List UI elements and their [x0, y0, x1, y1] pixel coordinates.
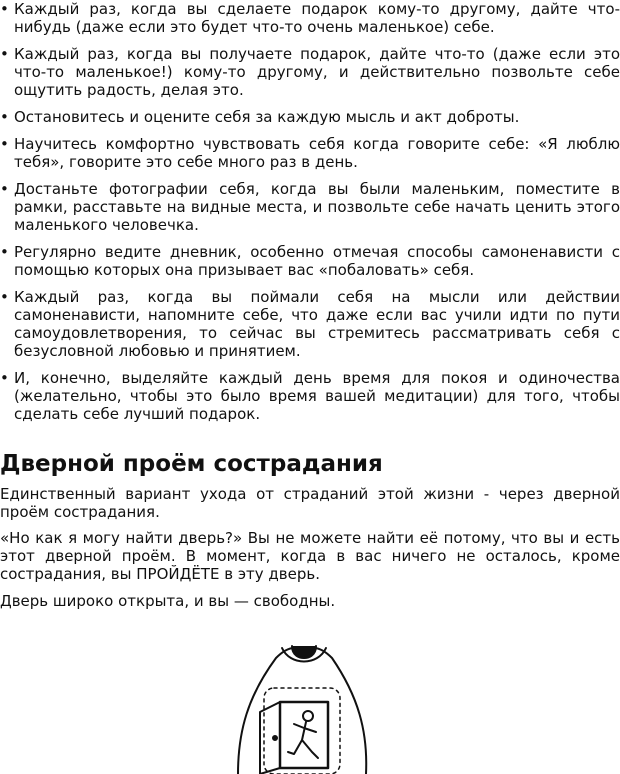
- head: [292, 646, 316, 658]
- paragraph: Единственный вариант ухода от страданий этой жизни - через дверной проём сострадания.: [0, 485, 620, 522]
- list-item: • Остановитесь и оцените себя за каждую мысль и акт доброты.: [0, 108, 620, 126]
- list-item: • И, конечно, выделяйте каждый день время для покоя и одиночества (желательно, чтобы это было время вашей медитации) для того, чтобы сделать себе лучший подарок.: [0, 369, 620, 424]
- section-heading: Дверной проём сострадания: [0, 451, 383, 477]
- list-item: • Достаньте фотографии себя, когда вы были маленьким, поместите в рамки, расставьте на видные места, и позвольте себе начать ценить этого маленького человечка.: [0, 180, 620, 235]
- paragraph: Дверь широко открыта, и вы — свободны.: [0, 592, 336, 610]
- list-item: • Каждый раз, когда вы сделаете подарок кому-то другому, дайте что-нибудь (даже если это будет что-то очень маленькое) себе.: [0, 0, 620, 36]
- figure-head: [303, 711, 313, 721]
- door-knob: [273, 736, 277, 740]
- list-item: • Научитесь комфортно чувствовать себя когда говорите себе: «Я люблю тебя», говорите это себе много раз в день.: [0, 135, 620, 171]
- list-item: • Регулярно ведите дневник, особенно отмечая способы самоненависти с помощью которых она призывает вас «побаловать» себя.: [0, 243, 620, 279]
- figure-body: [288, 722, 318, 758]
- list-item: • Каждый раз, когда вы поймали себя на мысли или действии самоненависти, напомните себе, что даже если вас учили идти по пути самоудовлетворения, то сейчас вы стремитесь рассматривать себя с безусловной любовью и принятием.: [0, 288, 620, 361]
- paragraph: «Но как я могу найти дверь?» Вы не можете найти её потому, что вы и есть этот дверной проём. В момент, когда в вас ничего не осталось, кроме сострадания, вы ПРОЙДЁТЕ в эту дверь.: [0, 529, 620, 584]
- list-item: • Каждый раз, когда вы получаете подарок, дайте что-то (даже если это что-то маленькое!) кому-то другому, и действительно позвольте себе ощутить радость, делая это.: [0, 45, 620, 100]
- doorway-figure-illustration: [228, 636, 376, 774]
- body-outline: [238, 648, 294, 774]
